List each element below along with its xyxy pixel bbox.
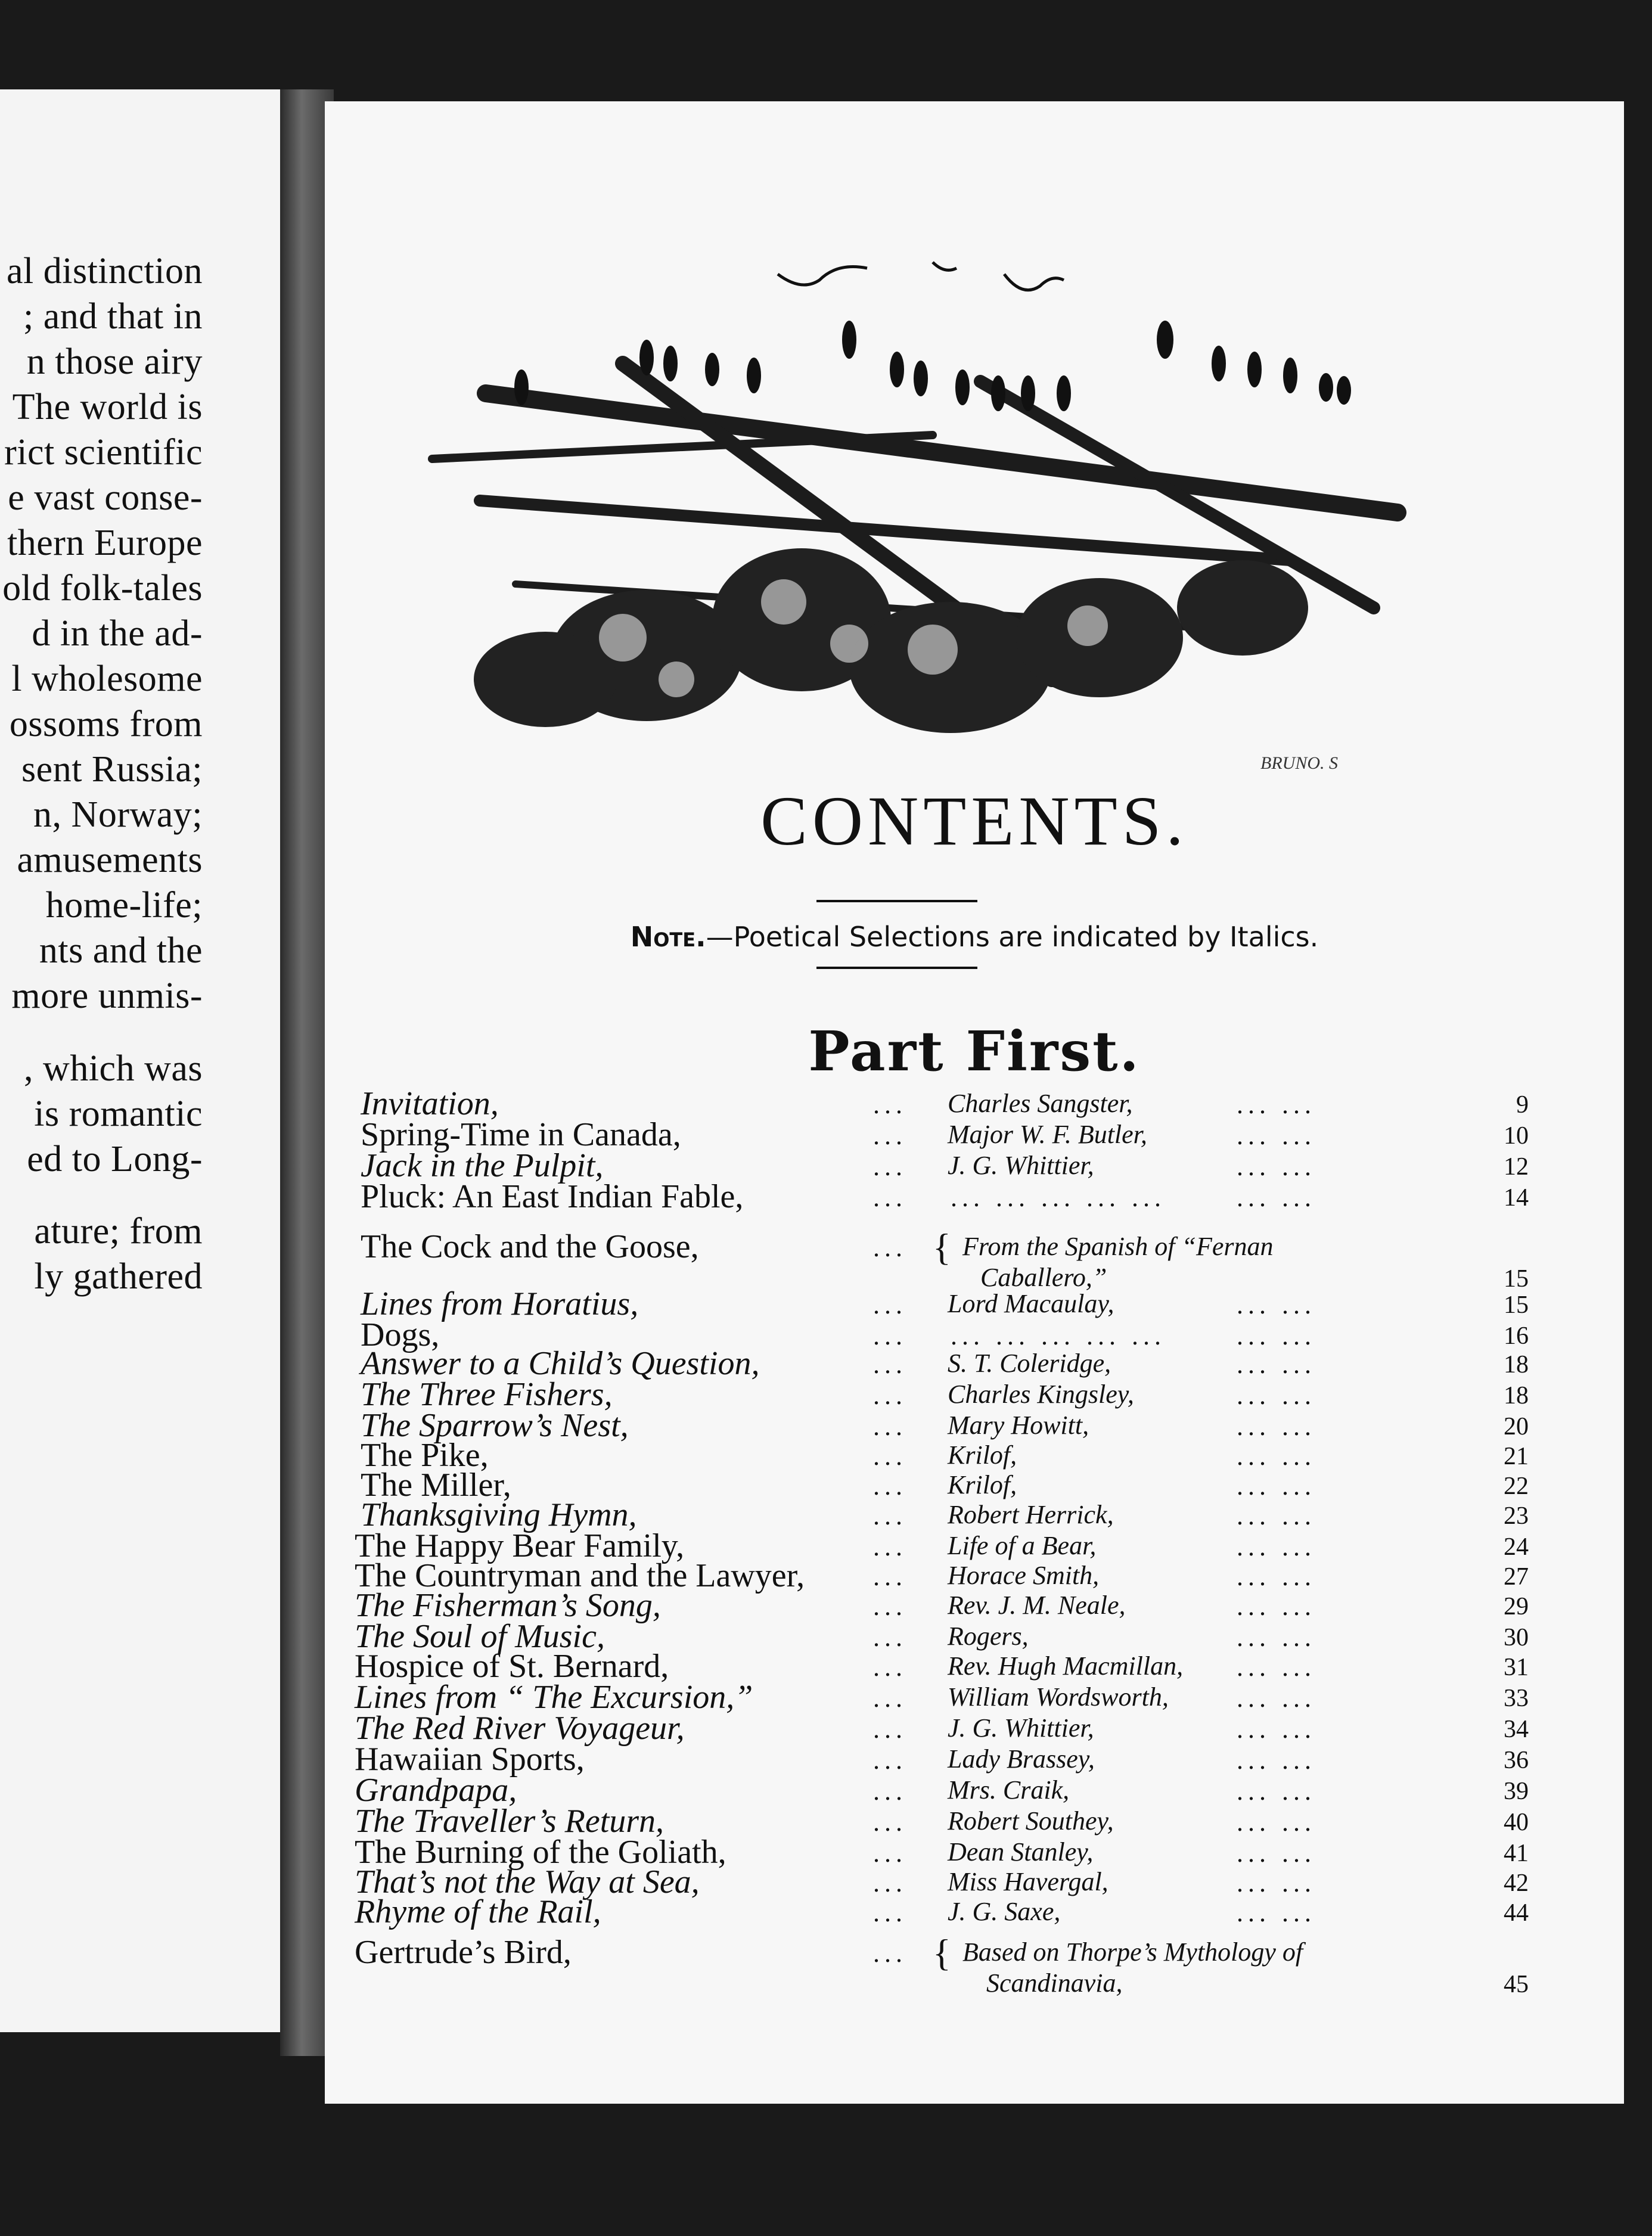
- entry-title: The Fisherman’s Song,: [355, 1587, 661, 1624]
- entry-page-number: 29: [1504, 1593, 1529, 1620]
- entry-author: Based on Thorpe’s Mythology of: [962, 1937, 1303, 1967]
- leader-dots: ...: [873, 1471, 907, 1501]
- leader-dots: ... ...: [1237, 1715, 1316, 1744]
- contents-entry: [361, 1285, 1529, 1322]
- left-page-line: ; and that in: [23, 296, 203, 337]
- leader-dots: ...: [873, 1715, 907, 1744]
- entry-title: The Happy Bear Family,: [355, 1527, 685, 1564]
- entry-title: Hospice of St. Bernard,: [355, 1648, 669, 1685]
- leader-dots: ... ...: [1237, 1746, 1316, 1775]
- entry-page-number: 33: [1504, 1685, 1529, 1712]
- entry-author: Miss Havergal,: [948, 1867, 1108, 1896]
- entry-title: Pluck: An East Indian Fable,: [361, 1178, 744, 1215]
- entry-title: The Sparrow’s Nest,: [361, 1407, 629, 1444]
- entry-title: Answer to a Child’s Question,: [361, 1345, 760, 1382]
- leader-dots: ... ...: [1237, 1412, 1316, 1441]
- contents-entry: [361, 1375, 1529, 1413]
- contents-entry: [361, 1436, 1529, 1474]
- entry-title: That’s not the Way at Sea,: [355, 1864, 700, 1900]
- rule-top: [816, 900, 977, 902]
- entry-title: The Miller,: [361, 1467, 511, 1504]
- leader-dots: ...: [873, 1290, 907, 1319]
- leader-dots: ...: [873, 1808, 907, 1837]
- leader-dots: ... ...: [1237, 1381, 1316, 1410]
- entry-title: The Red River Voyageur,: [355, 1710, 685, 1747]
- contents-entry: [355, 1833, 1529, 1871]
- entry-author-continued: Scandinavia,: [986, 1968, 1123, 1998]
- contents-heading: CONTENTS.: [760, 782, 1188, 860]
- leader-dots: ...: [873, 1532, 907, 1561]
- left-page-line: n, Norway;: [33, 794, 203, 835]
- entry-author: Lady Brassey,: [948, 1744, 1095, 1774]
- left-page-line: n those airy: [26, 341, 203, 382]
- leader-dots: ... ...: [1237, 1808, 1316, 1837]
- leader-dots: ... ... ... ... ...: [951, 1321, 1166, 1350]
- entry-author: Rogers,: [948, 1622, 1029, 1651]
- leader-dots: ...: [873, 1321, 907, 1350]
- entry-title: The Soul of Music,: [355, 1618, 605, 1655]
- entry-author: S. T. Coleridge,: [948, 1349, 1111, 1378]
- entry-page-number: 31: [1504, 1654, 1529, 1681]
- leader-dots: ... ...: [1237, 1684, 1316, 1713]
- entry-author: William Wordsworth,: [948, 1682, 1169, 1712]
- leader-dots: ...: [873, 1442, 907, 1471]
- contents-entry: [355, 1557, 1529, 1594]
- entry-page-number: 10: [1504, 1122, 1529, 1150]
- entry-author: Charles Kingsley,: [948, 1380, 1134, 1409]
- leader-dots: ... ...: [1237, 1592, 1316, 1621]
- leader-dots: ...: [873, 1592, 907, 1621]
- contents-entry: [361, 1344, 1529, 1382]
- left-page-line: old folk-tales: [2, 568, 203, 608]
- leader-dots: ...: [873, 1350, 907, 1379]
- entry-page-number: 40: [1504, 1809, 1529, 1836]
- leader-dots: ... ...: [1237, 1868, 1316, 1898]
- entry-title: The Traveller’s Return,: [355, 1803, 664, 1840]
- engraver-signature: BRUNO. S: [1260, 753, 1338, 773]
- entry-author: Charles Sangster,: [948, 1089, 1133, 1118]
- leader-dots: ... ...: [1237, 1121, 1316, 1150]
- entry-title: The Cock and the Goose,: [361, 1228, 699, 1265]
- entry-page-number: 45: [1504, 1971, 1529, 1998]
- entry-author: Dean Stanley,: [948, 1837, 1094, 1867]
- entry-title: Invitation,: [361, 1085, 499, 1122]
- contents-entry: [355, 1931, 1529, 1998]
- leader-dots: ... ...: [1237, 1321, 1316, 1350]
- leader-dots: ...: [873, 1152, 907, 1181]
- entry-page-number: 41: [1504, 1840, 1529, 1867]
- contents-entry: [361, 1085, 1529, 1122]
- entry-title: The Three Fishers,: [361, 1376, 613, 1413]
- entry-page-number: 22: [1504, 1473, 1529, 1500]
- entry-page-number: 21: [1504, 1443, 1529, 1470]
- contents-entry: [355, 1617, 1529, 1655]
- entry-title: Thanksgiving Hymn,: [361, 1496, 637, 1533]
- leader-dots: ...: [873, 1121, 907, 1150]
- leader-dots: ... ...: [1237, 1653, 1316, 1682]
- entry-title: Gertrude’s Bird,: [355, 1934, 572, 1971]
- leader-dots: ... ...: [1237, 1350, 1316, 1379]
- entry-page-number: 15: [1504, 1291, 1529, 1319]
- entry-title: Rhyme of the Rail,: [355, 1893, 601, 1930]
- brace: {: [933, 1931, 951, 1974]
- entry-page-number: 34: [1504, 1716, 1529, 1743]
- entry-author: Robert Southey,: [948, 1806, 1114, 1836]
- contents-entry: [361, 1226, 1529, 1293]
- leader-dots: ...: [873, 1183, 907, 1212]
- entry-title: Spring-Time in Canada,: [361, 1116, 681, 1153]
- left-page-line: more unmis-: [11, 976, 203, 1016]
- birds-on-branches-illustration: [396, 250, 1421, 787]
- leader-dots: ...: [873, 1777, 907, 1806]
- brace: {: [933, 1226, 951, 1268]
- entry-page-number: 9: [1516, 1091, 1529, 1119]
- entry-author: J. G. Whittier,: [948, 1151, 1094, 1180]
- leader-dots: ... ...: [1237, 1152, 1316, 1181]
- entry-page-number: 16: [1504, 1322, 1529, 1350]
- leader-dots: ... ...: [1237, 1532, 1316, 1561]
- left-page-line: is romantic: [34, 1093, 203, 1134]
- right-page: [325, 101, 1624, 2104]
- entry-author: From the Spanish of “Fernan: [962, 1232, 1274, 1261]
- leader-dots: ... ...: [1237, 1501, 1316, 1530]
- entry-author: J. G. Whittier,: [948, 1713, 1094, 1743]
- leader-dots: ... ...: [1237, 1442, 1316, 1471]
- contents-entry: [355, 1527, 1529, 1564]
- leader-dots: ...: [873, 1684, 907, 1713]
- entry-author: Robert Herrick,: [948, 1500, 1114, 1529]
- leader-dots: ... ...: [1237, 1290, 1316, 1319]
- contents-entry: [355, 1647, 1529, 1685]
- entry-page-number: 27: [1504, 1563, 1529, 1591]
- note-text: —Poetical Selections are indicated by Italics.: [706, 921, 1319, 953]
- left-page-line: al distinction: [6, 251, 203, 291]
- entry-author-continued: Caballero,”: [980, 1263, 1107, 1292]
- contents-entry: [355, 1802, 1529, 1840]
- contents-entry: [361, 1178, 1529, 1215]
- leader-dots: ...: [873, 1501, 907, 1530]
- entry-page-number: 44: [1504, 1899, 1529, 1927]
- contents-entry: [361, 1147, 1529, 1184]
- entry-page-number: 24: [1504, 1533, 1529, 1561]
- left-page-line: The world is: [12, 387, 203, 427]
- leader-dots: ...: [873, 1623, 907, 1652]
- entry-page-number: 36: [1504, 1747, 1529, 1774]
- entry-page-number: 23: [1504, 1502, 1529, 1530]
- entry-author: Mrs. Craik,: [948, 1775, 1070, 1805]
- rule-bottom: [816, 967, 977, 969]
- entry-title: The Burning of the Goliath,: [355, 1834, 726, 1871]
- left-page-line: ossoms from: [9, 704, 203, 744]
- leader-dots: ... ...: [1237, 1562, 1316, 1591]
- left-page: [0, 89, 280, 2032]
- left-page-line: ature; from: [34, 1211, 203, 1252]
- left-page-line: thern Europe: [7, 523, 203, 563]
- leader-dots: ... ...: [1237, 1777, 1316, 1806]
- entry-author: Rev. Hugh Macmillan,: [948, 1651, 1184, 1681]
- contents-entry: [361, 1406, 1529, 1444]
- entry-author: Major W. F. Butler,: [948, 1120, 1147, 1149]
- contents-entry: [355, 1771, 1529, 1809]
- leader-dots: ...: [873, 1653, 907, 1682]
- entry-page-number: 14: [1504, 1184, 1529, 1212]
- contents-entry: [355, 1740, 1529, 1778]
- left-page-line: ly gathered: [34, 1256, 203, 1297]
- entry-title: The Countryman and the Lawyer,: [355, 1557, 805, 1594]
- note: [325, 921, 1624, 953]
- entry-title: Grandpapa,: [355, 1772, 517, 1809]
- left-page-line: , which was: [24, 1048, 203, 1089]
- entry-author: Rev. J. M. Neale,: [948, 1591, 1126, 1620]
- contents-entry: [355, 1863, 1529, 1900]
- contents-entry: [361, 1496, 1529, 1533]
- contents-entry: [355, 1893, 1529, 1930]
- left-page-line: rict scientific: [4, 432, 203, 473]
- contents-entry: [355, 1586, 1529, 1624]
- leader-dots: ...: [873, 1381, 907, 1410]
- leader-dots: ... ...: [1237, 1183, 1316, 1212]
- entry-author: Life of a Bear,: [948, 1531, 1097, 1560]
- entry-title: Lines from “ The Excursion,”: [355, 1679, 753, 1716]
- entry-page-number: 30: [1504, 1624, 1529, 1651]
- contents-entry: [361, 1116, 1529, 1153]
- entry-page-number: 18: [1504, 1382, 1529, 1409]
- leader-dots: ...: [873, 1868, 907, 1898]
- entry-page-number: 39: [1504, 1778, 1529, 1805]
- left-page-line: l wholesome: [11, 659, 203, 699]
- left-page-line: nts and the: [39, 930, 203, 971]
- left-page-line: home-life;: [45, 885, 203, 926]
- leader-dots: ... ...: [1237, 1898, 1316, 1927]
- leader-dots: ... ...: [1237, 1839, 1316, 1868]
- leader-dots: ...: [873, 1233, 907, 1262]
- leader-dots: ...: [873, 1898, 907, 1927]
- leader-dots: ... ... ... ... ...: [951, 1183, 1166, 1212]
- entry-page-number: 15: [1504, 1265, 1529, 1293]
- leader-dots: ... ...: [1237, 1471, 1316, 1501]
- entry-author: Krilof,: [948, 1440, 1017, 1470]
- leader-dots: ... ...: [1237, 1623, 1316, 1652]
- leader-dots: ...: [873, 1839, 907, 1868]
- left-page-line: amusements: [17, 840, 203, 880]
- leader-dots: ... ...: [1237, 1090, 1316, 1119]
- part-heading: Part First.: [808, 1019, 1141, 1083]
- note-label: Note.: [630, 921, 706, 953]
- entry-page-number: 20: [1504, 1413, 1529, 1440]
- entry-page-number: 12: [1504, 1153, 1529, 1181]
- entry-author: Horace Smith,: [948, 1561, 1100, 1590]
- entry-author: Krilof,: [948, 1470, 1017, 1499]
- leader-dots: ...: [873, 1090, 907, 1119]
- entry-author: J. G. Saxe,: [948, 1897, 1061, 1926]
- left-page-line: sent Russia;: [21, 749, 203, 790]
- left-page-line: d in the ad-: [32, 613, 203, 654]
- contents-entry: [361, 1466, 1529, 1504]
- entry-title: Jack in the Pulpit,: [361, 1147, 604, 1184]
- contents-entry: [355, 1709, 1529, 1747]
- contents-entry: [355, 1678, 1529, 1716]
- entry-title: Hawaiian Sports,: [355, 1741, 585, 1778]
- left-page-line: e vast conse-: [8, 477, 203, 518]
- entry-title: Dogs,: [361, 1316, 440, 1353]
- left-page-line: ed to Long-: [27, 1138, 203, 1179]
- entry-title: Lines from Horatius,: [361, 1285, 639, 1322]
- leader-dots: ...: [873, 1939, 907, 1968]
- entry-title: The Pike,: [361, 1437, 489, 1474]
- entry-page-number: 42: [1504, 1869, 1529, 1897]
- entry-page-number: 18: [1504, 1351, 1529, 1378]
- leader-dots: ...: [873, 1412, 907, 1441]
- entry-author: Mary Howitt,: [948, 1411, 1089, 1440]
- leader-dots: ...: [873, 1746, 907, 1775]
- leader-dots: ...: [873, 1562, 907, 1591]
- entry-author: Lord Macaulay,: [948, 1289, 1114, 1318]
